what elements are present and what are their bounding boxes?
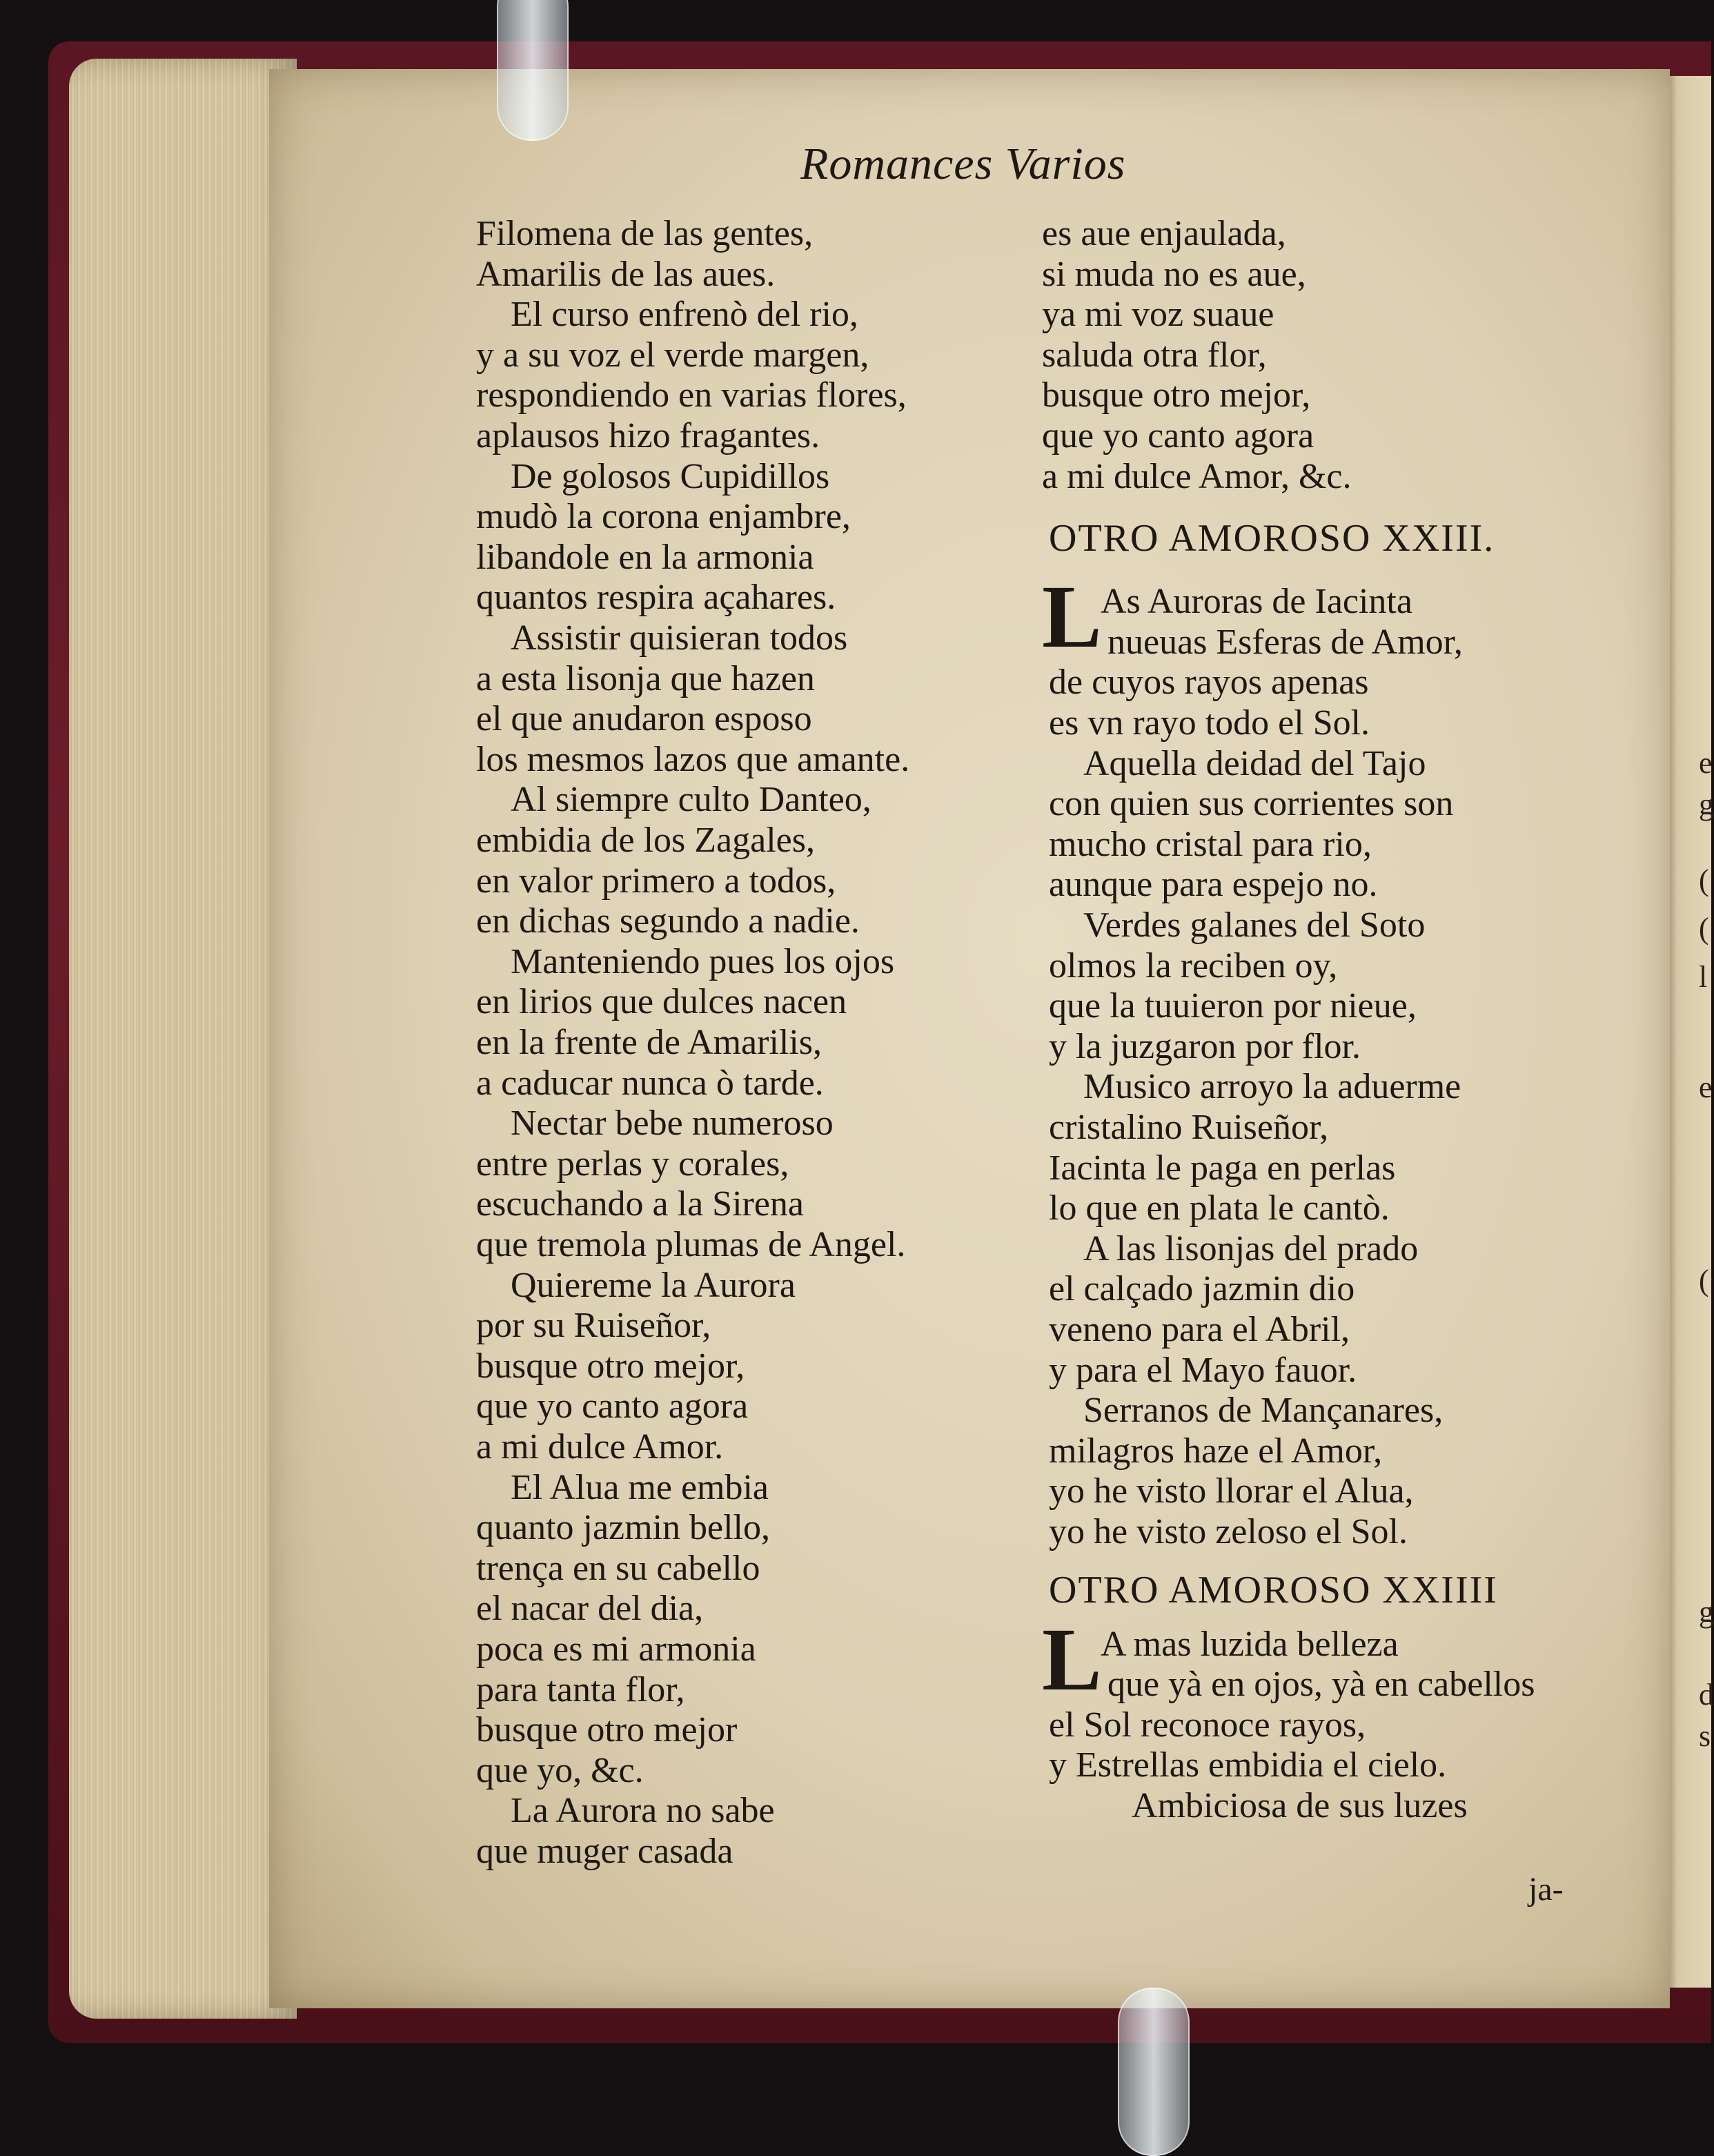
running-header: Romances Varios — [800, 139, 1126, 189]
facing-page-letter: s — [1699, 1719, 1711, 1753]
verse-line: Nectar bebe numeroso — [511, 1104, 834, 1144]
section-heading: OTRO AMOROSO XXIIII — [1049, 1568, 1498, 1611]
verse-line: a mi dulce Amor. — [476, 1427, 724, 1467]
facing-page-letter: ( — [1699, 912, 1709, 945]
verse-line: si muda no es aue, — [1042, 254, 1306, 294]
verse-line: yo he visto zeloso el Sol. — [1049, 1512, 1408, 1551]
verse-line: en dichas segundo a nadie. — [476, 901, 860, 941]
verse-line: olmos la reciben oy, — [1049, 945, 1338, 986]
verse-line: veneno para el Abril, — [1049, 1310, 1350, 1349]
verse-line: Al siempre culto Danteo, — [511, 780, 871, 820]
verse-line: Iacinta le paga en perlas — [1049, 1148, 1396, 1188]
verse-line: busque otro mejor, — [1042, 375, 1311, 415]
verse-line: trença en su cabello — [476, 1548, 760, 1588]
verse-line: nueuas Esferas de Amor, — [1107, 622, 1463, 662]
verse-line: busque otro mejor, — [476, 1346, 745, 1386]
verse-line: ya mi voz suaue — [1042, 295, 1274, 335]
verse-line: yo he visto llorar el Alua, — [1049, 1471, 1414, 1511]
verse-line: para tanta flor, — [476, 1669, 685, 1709]
facing-page-letter: d — [1699, 1678, 1714, 1712]
verse-line: El curso enfrenò del rio, — [511, 295, 858, 335]
verse-line: el Sol reconoce rayos, — [1049, 1705, 1366, 1745]
page-block-edges — [69, 59, 297, 2019]
verse-line: a mi dulce Amor, &c. — [1042, 456, 1352, 496]
verse-line: Quiereme la Aurora — [511, 1265, 796, 1305]
verse-line: Aquella deidad del Tajo — [1083, 743, 1426, 783]
facing-page-letter: e — [1699, 746, 1713, 780]
verse-line: que yo, &c. — [476, 1750, 644, 1790]
verse-line: los mesmos lazos que amante. — [476, 739, 910, 779]
facing-page-letter: g — [1699, 1595, 1714, 1629]
verse-line: mudò la corona enjambre, — [476, 497, 851, 537]
verse-line: con quien sus corrientes son — [1049, 784, 1454, 824]
verse-line: que la tuuieron por nieue, — [1049, 986, 1417, 1026]
verse-line: Serranos de Mançanares, — [1083, 1391, 1444, 1431]
drop-cap: L — [1042, 567, 1102, 667]
verse-line: cristalino Ruiseñor, — [1049, 1108, 1329, 1147]
facing-page-letter: e — [1699, 1070, 1713, 1104]
verse-line: A las lisonjas del prado — [1083, 1228, 1419, 1268]
verse-line: A mas luzida belleza — [1101, 1624, 1399, 1664]
verse-line: Musico arroyo la aduerme — [1083, 1067, 1461, 1107]
catchword: ja- — [1528, 1871, 1564, 1908]
verse-line: poca es mi armonia — [476, 1629, 756, 1669]
verse-line: que yo canto agora — [476, 1386, 749, 1427]
verse-line: El Alua me embia — [511, 1467, 769, 1507]
verse-line: en la frente de Amarilis, — [476, 1023, 822, 1062]
verse-line: el calçado jazmin dio — [1049, 1269, 1355, 1309]
verse-line: quanto jazmin bello, — [476, 1508, 771, 1548]
verse-line: escuchando a la Sirena — [476, 1184, 805, 1224]
verse-line: embidia de los Zagales, — [476, 821, 815, 860]
verse-line: que yo canto agora — [1042, 416, 1314, 455]
drop-cap: L — [1042, 1609, 1102, 1709]
facing-page-letter: g — [1699, 787, 1714, 821]
verse-line: a caducar nunca ò tarde. — [476, 1063, 824, 1103]
verse-line: que tremola plumas de Angel. — [476, 1225, 906, 1264]
facing-page-letter: ( — [1699, 1264, 1709, 1297]
verse-line: en lirios que dulces nacen — [476, 982, 847, 1022]
verse-line: As Auroras de Iacinta — [1101, 582, 1412, 622]
verse-line: y Estrellas embidia el cielo. — [1049, 1745, 1447, 1785]
verse-line: Verdes galanes del Soto — [1083, 905, 1426, 945]
verse-line: el nacar del dia, — [476, 1589, 704, 1629]
verse-line: De golosos Cupidillos — [511, 456, 830, 496]
verse-line: Amarilis de las aues. — [476, 254, 776, 294]
verse-line: de cuyos rayos apenas — [1049, 663, 1369, 703]
verse-line: a esta lisonja que hazen — [476, 658, 815, 698]
section-heading: OTRO AMOROSO XXIII. — [1049, 517, 1495, 560]
verse-line: respondiendo en varias flores, — [476, 375, 907, 415]
verse-line: y la juzgaron por flor. — [1049, 1026, 1361, 1066]
verse-line: libandole en la armonia — [476, 537, 814, 577]
verse-line: por su Ruiseñor, — [476, 1306, 711, 1346]
page-clip-top — [497, 0, 569, 141]
verse-line: entre perlas y corales, — [476, 1144, 789, 1184]
verse-line: Assistir quisieran todos — [511, 618, 848, 658]
verse-line: Manteniendo pues los ojos — [511, 941, 895, 981]
verse-line: el que anudaron esposo — [476, 699, 812, 739]
verse-line: aunque para espejo no. — [1049, 865, 1378, 905]
page-clip-bottom — [1118, 1988, 1190, 2156]
verse-line: aplausos hizo fragantes. — [476, 416, 820, 455]
verse-line: Filomena de las gentes, — [476, 214, 814, 253]
verse-line: y a su voz el verde margen, — [476, 335, 869, 375]
verse-line: es aue enjaulada, — [1042, 214, 1286, 253]
verse-line: Ambiciosa de sus luzes — [1132, 1786, 1468, 1825]
verse-line: quantos respira açahares. — [476, 578, 836, 618]
verse-line: mucho cristal para rio, — [1049, 824, 1372, 864]
verse-line: en valor primero a todos, — [476, 861, 836, 901]
verse-line: La Aurora no sabe — [511, 1791, 775, 1831]
verse-line: busque otro mejor — [476, 1710, 738, 1750]
verse-line: milagros haze el Amor, — [1049, 1431, 1383, 1471]
verse-line: saluda otra flor, — [1042, 335, 1267, 375]
verse-line: y para el Mayo fauor. — [1049, 1350, 1357, 1390]
facing-page-letter: l — [1699, 960, 1708, 994]
facing-page-letter: ( — [1699, 863, 1709, 897]
verse-line: lo que en plata le cantò. — [1049, 1188, 1390, 1228]
verse-line: que yà en ojos, yà en cabellos — [1107, 1665, 1535, 1705]
verse-line: es vn rayo todo el Sol. — [1049, 703, 1370, 743]
verse-line: que muger casada — [476, 1832, 733, 1871]
